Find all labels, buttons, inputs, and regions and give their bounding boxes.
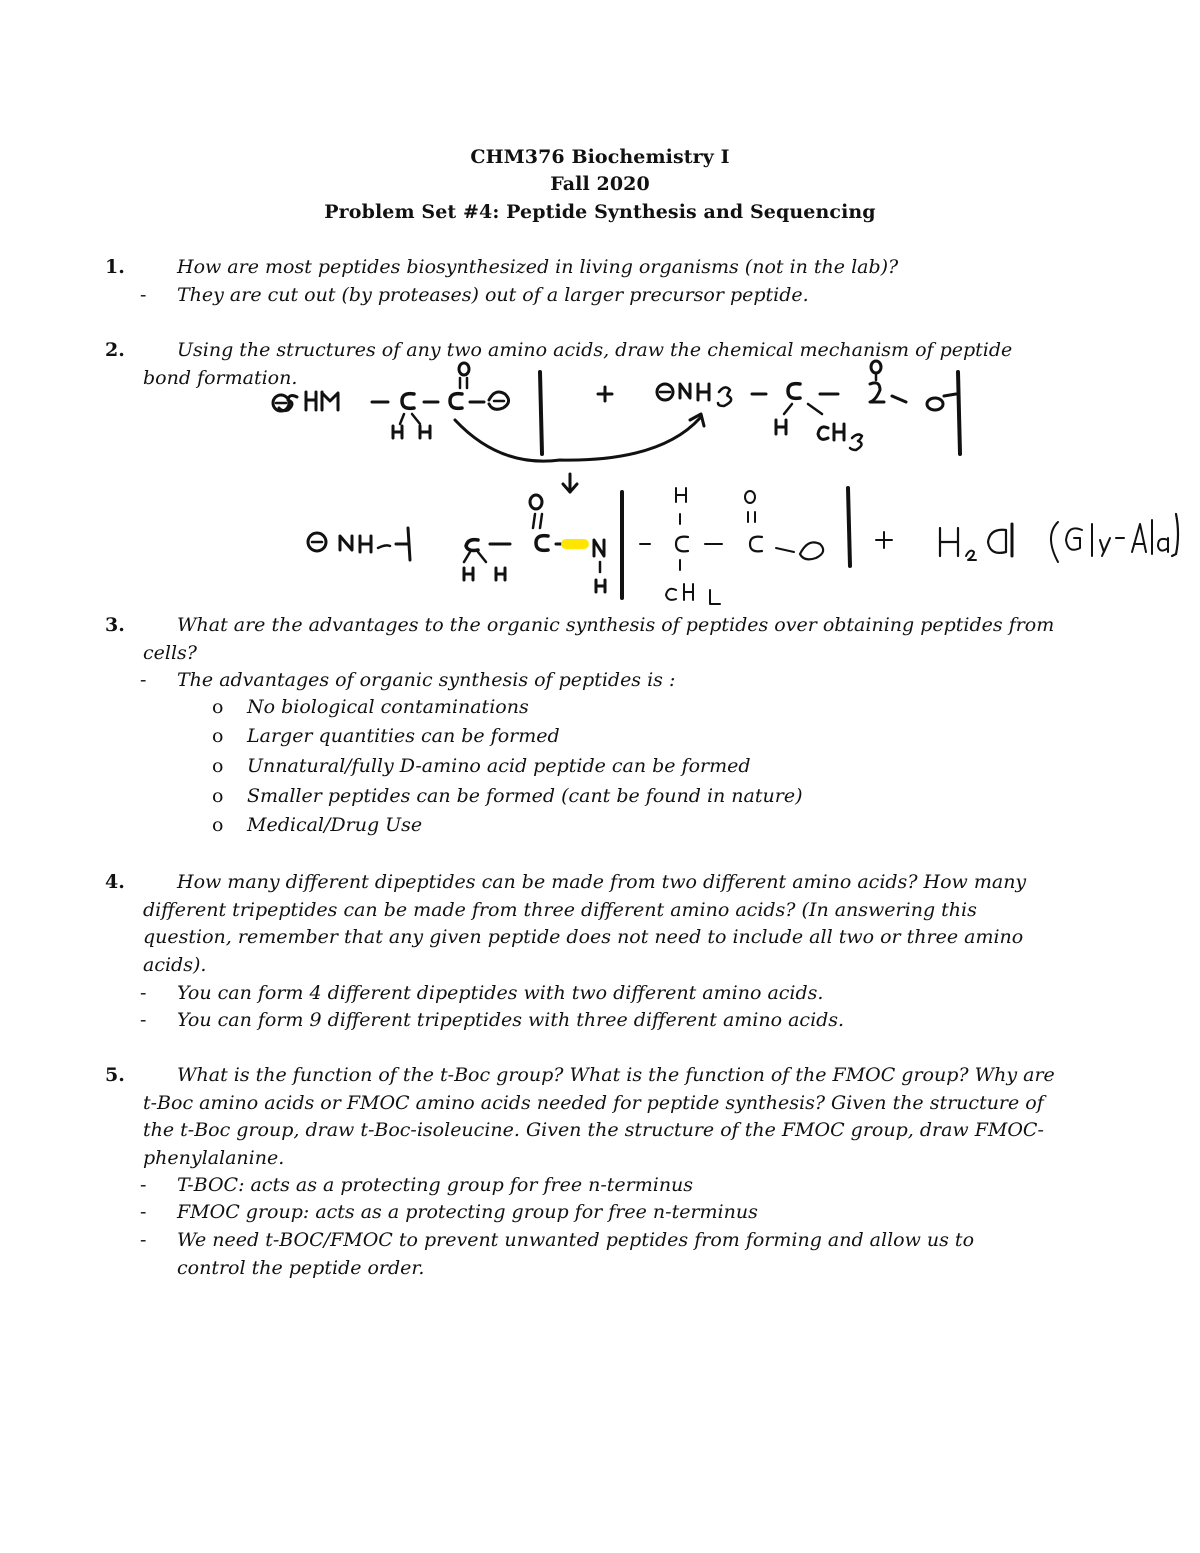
question-3 xyxy=(105,612,1065,667)
term: Fall 2020 xyxy=(550,173,650,195)
question-text: How many different dipeptides can be made from two different amino acids? How many different tripeptides can be made from three different amino acids? (In answering this question, remember that any given peptide does not need to include all two or three amino acids). xyxy=(143,871,1027,976)
circle-bullet: o xyxy=(212,785,224,807)
circle-bullet: o xyxy=(212,814,224,836)
dash-bullet: - xyxy=(140,669,147,691)
question-text: How are most peptides biosynthesized in living organisms (not in the lab)? xyxy=(177,256,899,278)
question-number: 2. xyxy=(105,339,125,361)
dash-bullet: - xyxy=(140,284,147,306)
question-text: What are the advantages to the organic synthesis of peptides over obtaining peptides from cells? xyxy=(143,614,1055,664)
answer-5-2 xyxy=(140,1199,758,1227)
answer-text: You can form 4 different dipeptides with two different amino acids. xyxy=(177,982,824,1004)
subitem xyxy=(212,782,802,812)
problem-set-title: Problem Set #4: Peptide Synthesis and Sequencing xyxy=(324,201,876,223)
question-number: 1. xyxy=(105,256,125,278)
answer-3-1 xyxy=(140,667,675,695)
dash-bullet: - xyxy=(140,1009,147,1031)
subitem xyxy=(212,811,422,841)
answer-text: They are cut out (by proteases) out of a larger precursor peptide. xyxy=(177,284,809,306)
subitem-text: No biological contaminations xyxy=(247,696,529,718)
answer-text: We need t-BOC/FMOC to prevent unwanted peptides from forming and allow us to control the peptide order. xyxy=(177,1229,975,1279)
answer-5-3 xyxy=(140,1227,1047,1282)
answer-4-2 xyxy=(140,1007,844,1035)
question-4 xyxy=(105,869,1065,979)
dash-bullet: - xyxy=(140,1174,147,1196)
dash-bullet: - xyxy=(140,982,147,1004)
subitem xyxy=(212,752,751,782)
answer-text: You can form 9 different tripeptides with three different amino acids. xyxy=(177,1009,845,1031)
course-title: CHM376 Biochemistry I xyxy=(470,146,730,168)
circle-bullet: o xyxy=(212,696,224,718)
dash-bullet: - xyxy=(140,1201,147,1223)
answer-text: FMOC group: acts as a protecting group for free n-terminus xyxy=(177,1201,758,1223)
answer-5-1 xyxy=(140,1172,693,1200)
dash-bullet: - xyxy=(140,1229,147,1251)
subitem-text: Larger quantities can be formed xyxy=(247,725,560,747)
subitem xyxy=(212,722,560,752)
subitem-text: Medical/Drug Use xyxy=(247,814,423,836)
answer-4-1 xyxy=(140,980,823,1008)
answer-text: T-BOC: acts as a protecting group for free n-terminus xyxy=(177,1174,694,1196)
question-number: 3. xyxy=(105,614,125,636)
subitem-text: Unnatural/fully D-amino acid peptide can be formed xyxy=(247,755,751,777)
answer-text: The advantages of organic synthesis of peptides is : xyxy=(177,669,676,691)
circle-bullet: o xyxy=(212,725,224,747)
question-number: 5. xyxy=(105,1064,125,1086)
question-5 xyxy=(105,1062,1065,1172)
subitem-text: Smaller peptides can be formed (cant be found in nature) xyxy=(247,785,803,807)
circle-bullet: o xyxy=(212,755,224,777)
question-text: Using the structures of any two amino acids, draw the chemical mechanism of peptide bond formation. xyxy=(143,339,1013,389)
subitem xyxy=(212,693,529,723)
question-number: 4. xyxy=(105,871,125,893)
question-text: What is the function of the t-Boc group? What is the function of the FMOC group? Why are t-Boc amino acids or FMOC amino acids needed for peptide synthesis? Given the structure of the t-Boc group, draw t-Boc-isoleucine. Given the structure of the FMOC group, draw FMOC-phenylalanine. xyxy=(143,1064,1055,1169)
